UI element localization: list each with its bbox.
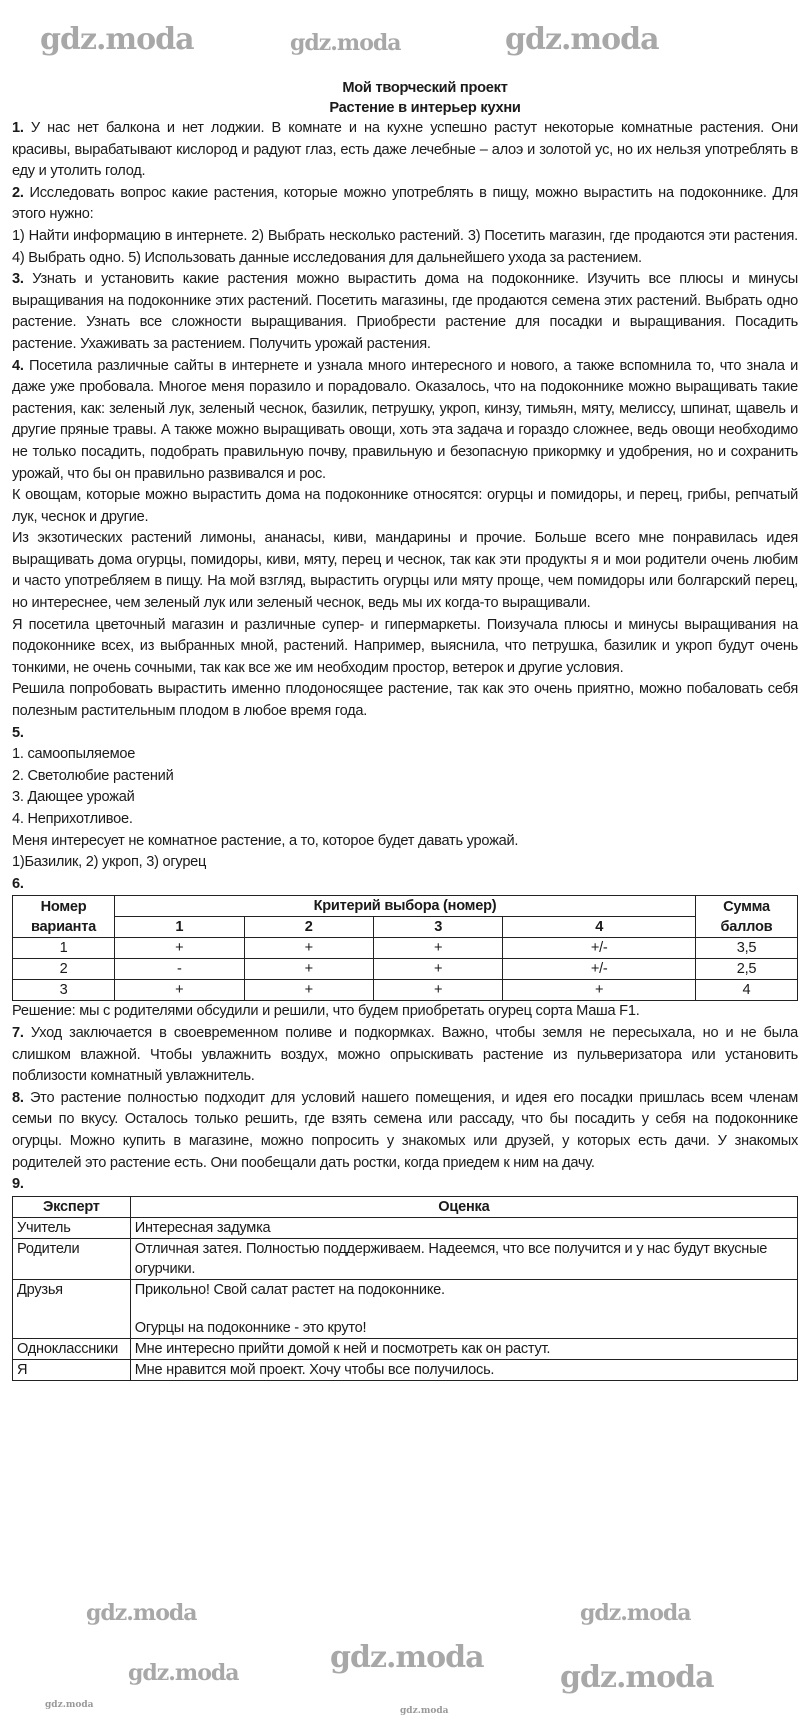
watermark: gdz.moda [580,1600,691,1626]
table-row [13,1238,798,1279]
cell: 1 [13,938,115,959]
section-2-steps: 1) Найти информацию в интернете. 2) Выбрать несколько растений. 3) Посетить магазин, где продаются эти растения. 4) Выбрать одно. 5) Использовать данные исследования для дальнейшего ухода за растением. [12,227,798,266]
cell: Мне интересно прийти домой к ней и посмотреть как он растут. [130,1338,797,1359]
section-5-choices: 1)Базилик, 2) укроп, 3) огурец [12,854,207,871]
table-row [13,1217,798,1238]
cell: + [503,980,696,1001]
expert-table [12,1196,798,1381]
cell: + [115,980,244,1001]
section-4-p4: Я посетила цветочный магазин и различные супер- и гипермаркеты. Поизучала плюсы и минусы выращивания на подоконнике всех, из выбранных мной, растений. Например, выяснила, что петрушка, базилик и укроп будут очень тонкими, не очень сочными, так как все же им необходим простор, ветерок и другие условия. [12,616,798,676]
cell: Мне нравится мой проект. Хочу чтобы все получилось. [130,1359,797,1380]
cell: Учитель [13,1217,131,1238]
section-7: 7. Уход заключается в своевременном поливе и подкормках. Важно, чтобы земля не пересыхала, но и не была слишком влажной. Чтобы увлажнить воздух, можно опрыскивать растение из пульверизатора или установить поблизости комнатный увлажнитель. [12,1024,798,1085]
header-sum: Сумма баллов [695,896,797,938]
table-row [13,1359,798,1380]
watermark: gdz.moda [40,22,194,57]
cell: + [373,938,502,959]
watermark: gdz.moda [400,1706,449,1716]
criteria-item: 1. самоопыляемое [12,746,136,763]
cell: + [244,959,373,980]
cell-line: Огурцы на подоконнике - это круто! [134,1319,367,1336]
section-2: 2. Исследовать вопрос какие растения, которые можно употреблять в пищу, можно вырастить на подоконнике. Для этого нужно: [12,184,798,223]
cell: 2,5 [695,959,797,980]
criteria-item: 3. Дающее урожай [12,789,135,806]
watermark: gdz.moda [505,22,659,57]
section-3: 3. Узнать и установить какие растения можно вырастить дома на подоконнике. Изучить все плюсы и минусы выращивания на подоконнике этих растений. Посетить магазины, где продаются семена этих растений. Выбрать одно растение. Узнать все сложности выращивания. Приобрести растение для посадки и выращивания. Посадить растение. Ухаживать за растением. Получить урожай растения. [12,271,798,352]
section-4-p5: Решила попробовать вырастить именно плодоносящее растение, так как это очень приятно, можно побаловать себя полезным растительным плодом в любое время года. [12,681,798,720]
table-row [13,938,798,959]
cell: +/- [503,959,696,980]
cell: + [373,959,502,980]
cell: Интересная задумка [130,1217,797,1238]
header-criteria: Критерий выбора (номер) [115,896,696,917]
cell [130,1279,797,1338]
cell: - [115,959,244,980]
cell: Отличная затея. Полностью поддерживаем. Надеемся, что все получится и у нас будут вкусные огурчики. [130,1238,797,1279]
watermark: gdz.moda [45,1700,94,1710]
watermark: gdz.moda [128,1660,239,1686]
section-1: 1. У нас нет балкона и нет лоджии. В комнате и на кухне успешно растут некоторые комнатные растения. Они красивы, вырабатывают кислород и радуют глаз, есть даже лечебные – алоэ и золотой ус, но их нельзя употреблять в еду и утолить голод. [12,120,798,180]
header-criterion: 2 [244,917,373,938]
watermark: gdz.moda [86,1600,197,1626]
section-4-p2: К овощам, которые можно вырастить дома на подоконнике относятся: огурцы и помидоры, и перец, грибы, репчатый лук, чеснок и другие. [12,487,798,525]
header-rating: Оценка [130,1196,797,1217]
table-row [13,1338,798,1359]
table-row [13,1279,798,1338]
criteria-item: 2. Светолюбие растений [12,767,174,784]
document-page [12,78,798,1381]
criteria-item: 4. Неприхотливое. [12,811,133,827]
section-4-p3: Из экзотических растений лимоны, ананасы, киви, мандарины и прочие. Больше всего мне понравилась идея выращивать дома огурцы, помидоры, киви, мяту, перец и чеснок, так как эти продукты я и мои родители очень любим и часто употребляем в пищу. На мой взгляд, вырастить огурцы или мяту проще, чем помидоры или болгарский перец, но интереснее, чем зеленый лук или зеленый чеснок, ведь мы их когда-то выращивали. [12,530,798,612]
cell: + [115,938,244,959]
cell: + [244,938,373,959]
cell: +/- [503,938,696,959]
section-4: 4. Посетила различные сайты в интернете и узнала много интересного и нового, а также вспомнила то, что знала и даже уже пробовала. Многое меня поразило и порадовало. Оказалось, что на подоконнике можно выращивать такие растения, как: зеленый лук, зеленый чеснок, базилик, петрушку, укроп, кинзу, тимьян, мяту, мелиссу, шпинат, щавель и другие пряные травы. А также можно выращивать овощи, хоть эта задача и гораздо сложнее, ведь овощи необходимо не только посадить, подобрать правильную почву, правильную и безопасную прикормку и удобрения, но и сохранить урожай, что бы он правильно развивался и рос. [12,357,798,482]
cell: Друзья [13,1279,131,1338]
header-expert: Эксперт [13,1196,131,1217]
cell-line: Прикольно! Свой салат растет на подоконнике. [134,1281,445,1298]
cell: 3,5 [695,938,797,959]
header-criterion: 4 [503,917,696,938]
cell: + [373,980,502,1001]
section-6-num: 6. [12,875,24,892]
watermark: gdz.moda [290,30,401,56]
criteria-table [12,895,798,1001]
section-6-decision: Решение: мы с родителями обсудили и решили, что будем приобретать огурец сорта Маша F1. [12,1003,640,1020]
cell: + [244,980,373,1001]
cell: 4 [695,980,797,1001]
section-5-num: 5. [12,724,24,741]
watermark: gdz.moda [330,1640,484,1675]
header-criterion: 1 [115,917,244,938]
header-variant: Номер варианта [13,896,115,938]
table-row [13,980,798,1001]
document-subtitle: Растение в интерьер кухни [329,100,521,116]
table-row [13,959,798,980]
cell: Я [13,1359,131,1380]
section-9-num: 9. [12,1176,24,1193]
cell: Родители [13,1238,131,1279]
cell: 2 [13,959,115,980]
cell: Одноклассники [13,1338,131,1359]
cell: 3 [13,980,115,1001]
section-8: 8. Это растение полностью подходит для условий нашего помещения, и идея его посадки пришлась всем членам семьи по вкусу. Осталось только решить, где взять семена или рассаду, что бы посадить у себя на подоконнике огурцы. Можно купить в магазине, можно попросить у знакомых или друзей, у которых есть дачи. У знакомых родителей это растение есть. Они пообещали дать ростки, когда приедем к ним на дачу. [12,1089,798,1171]
section-5-note: Меня интересует не комнатное растение, а то, которое будет давать урожай. [12,832,519,849]
header-criterion: 3 [373,917,502,938]
document-title: Мой творческий проект [342,80,508,96]
watermark: gdz.moda [560,1660,714,1695]
